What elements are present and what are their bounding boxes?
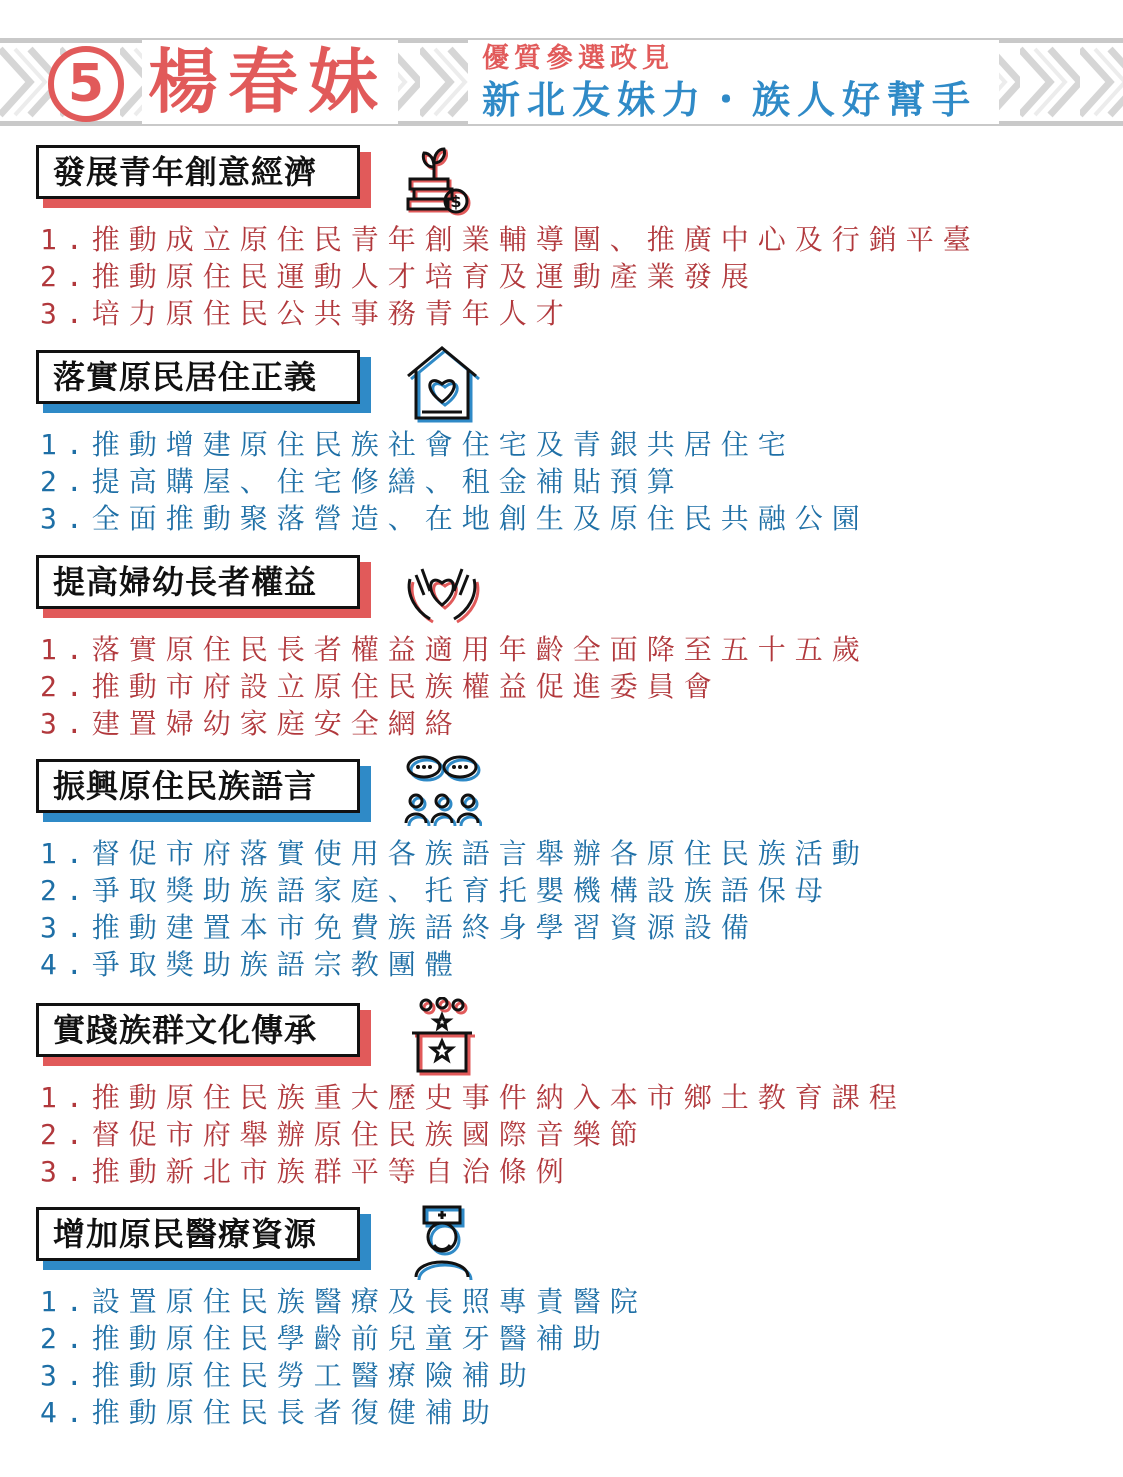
- section-title: 落實原民居住正義: [36, 350, 360, 404]
- plant-money-icon: [402, 139, 482, 219]
- list-item: 2.推動市府設立原住民族權益促進委員會: [40, 670, 721, 703]
- section-items: [40, 221, 980, 332]
- header: [0, 38, 1123, 126]
- nurse-icon: [402, 1201, 482, 1281]
- list-item: 3.推動原住民勞工醫療險補助: [40, 1359, 536, 1392]
- section-title: 實踐族群文化傳承: [36, 1003, 360, 1057]
- section-items: [40, 835, 869, 983]
- header-subtitle-block: [468, 40, 999, 124]
- list-item: 4.推動原住民長者復健補助: [40, 1396, 499, 1429]
- list-item: 2.推動原住民學齡前兒童牙醫補助: [40, 1322, 610, 1355]
- list-item: 1.推動原住民族重大歷史事件納入本市鄉土教育課程: [40, 1081, 906, 1114]
- hands-heart-icon: [402, 549, 482, 629]
- section-items: [40, 631, 869, 742]
- section-title-wrap: [36, 350, 374, 416]
- list-item: 3.建置婦幼家庭安全網絡: [40, 707, 462, 740]
- header-subtitle: 優質參選政見: [482, 43, 674, 74]
- section-title: 提高婦幼長者權益: [36, 555, 360, 609]
- people-speech-icon: [402, 753, 482, 833]
- section-title-wrap: [36, 1003, 374, 1069]
- list-item: 3.推動建置本市免費族語終身學習資源設備: [40, 911, 758, 944]
- list-item: 2.督促市府舉辦原住民族國際音樂節: [40, 1118, 647, 1151]
- section-title: 發展青年創意經濟: [36, 145, 360, 199]
- section-title-wrap: [36, 555, 374, 621]
- list-item: 1.設置原住民族醫療及長照專責醫院: [40, 1285, 647, 1318]
- list-item: 2.提高購屋、住宅修繕、租金補貼預算: [40, 465, 684, 498]
- candidate-name: 楊春妹: [142, 40, 398, 124]
- list-item: 2.爭取獎助族語家庭、托育托嬰機構設族語保母: [40, 874, 832, 907]
- section-title-wrap: [36, 145, 374, 211]
- section-items: [40, 426, 869, 537]
- section-title: 增加原民醫療資源: [36, 1207, 360, 1261]
- list-item: 1.落實原住民長者權益適用年齡全面降至五十五歲: [40, 633, 869, 666]
- list-item: 3.培力原住民公共事務青年人才: [40, 297, 573, 330]
- list-item: 4.爭取獎助族語宗教團體: [40, 948, 462, 981]
- house-heart-icon: [402, 344, 482, 424]
- list-item: 3.推動新北市族群平等自治條例: [40, 1155, 573, 1188]
- podium-star-icon: [402, 997, 482, 1077]
- list-item: 1.督促市府落實使用各族語言舉辦各原住民族活動: [40, 837, 869, 870]
- candidate-number: 5: [48, 46, 124, 122]
- section-title-wrap: [36, 759, 374, 825]
- list-item: 2.推動原住民運動人才培育及運動產業發展: [40, 260, 758, 293]
- section-items: [40, 1079, 906, 1190]
- list-item: 3.全面推動聚落營造、在地創生及原住民共融公園: [40, 502, 869, 535]
- list-item: 1.推動成立原住民青年創業輔導團、推廣中心及行銷平臺: [40, 223, 980, 256]
- section-title: 振興原住民族語言: [36, 759, 360, 813]
- svg-text:$: $: [450, 192, 462, 211]
- section-title-wrap: [36, 1207, 374, 1273]
- header-slogan: 新北友妹力・族人好幫手: [482, 78, 978, 122]
- list-item: 1.推動增建原住民族社會住宅及青銀共居住宅: [40, 428, 795, 461]
- section-items: [40, 1283, 647, 1431]
